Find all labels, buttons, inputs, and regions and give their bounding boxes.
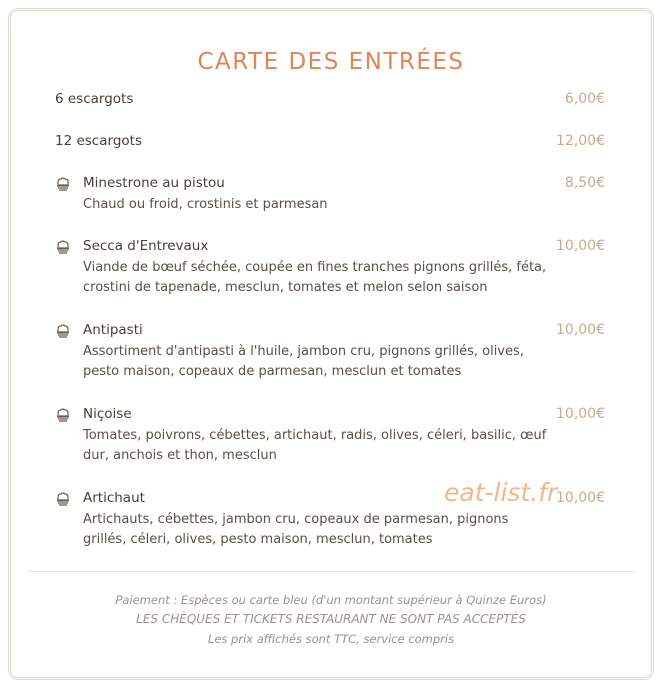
menu-item (55, 238, 605, 298)
menu-title: CARTE DES ENTRÉES (197, 49, 465, 76)
item-name: Antipasti (83, 322, 143, 338)
watermark: eat-list.fr (444, 478, 558, 507)
menu-item (55, 91, 605, 111)
chef-hat-icon (55, 323, 71, 339)
item-description (83, 426, 553, 466)
menu-item (55, 175, 605, 215)
menu-item (55, 322, 605, 382)
item-name: Secca d'Entrevaux (83, 238, 209, 254)
description-line: Viande de bœuf séchée, coupée en fines tranches pignons grillés, féta, (83, 260, 547, 275)
prices-note: Les prix affichés sont TTC, service compris (207, 632, 455, 646)
chef-hat-icon (55, 176, 71, 192)
item-description (83, 195, 553, 215)
item-name: Niçoise (83, 406, 132, 422)
divider (28, 571, 634, 572)
description-line: crostini de tapenade, mesclun, tomates et melon selon saison (83, 280, 488, 295)
description-line: Chaud ou froid, crostinis et parmesan (83, 197, 328, 212)
item-price: 10,00€ (556, 490, 605, 506)
item-price: 12,00€ (556, 133, 605, 149)
chef-hat-icon (55, 239, 71, 255)
description-line: Tomates, poivrons, cébettes, artichaut, radis, olives, céleri, basilic, œuf (83, 428, 547, 443)
item-name: Minestrone au pistou (83, 175, 225, 191)
item-description (83, 510, 553, 550)
item-price: 10,00€ (556, 238, 605, 254)
description-line: Artichauts, cébettes, jambon cru, copeaux de parmesan, pignons (83, 512, 509, 527)
menu-item (55, 406, 605, 466)
item-name: 6 escargots (55, 91, 134, 107)
item-price: 10,00€ (556, 322, 605, 338)
item-name: 12 escargots (55, 133, 142, 149)
item-description (83, 258, 553, 298)
item-price: 8,50€ (564, 175, 605, 191)
description-line: grillés, céleri, olives, pesto maison, mesclun, tomates (83, 532, 433, 547)
item-price: 6,00€ (564, 91, 605, 107)
description-line: pesto maison, copeaux de parmesan, mesclun et tomates (83, 364, 462, 379)
menu-item (55, 133, 605, 153)
chef-hat-icon (55, 407, 71, 423)
cheques-notice: LES CHÈQUES ET TICKETS RESTAURANT NE SONT PAS ACCEPTÉS (136, 612, 526, 626)
item-price: 10,00€ (556, 406, 605, 422)
description-line: Assortiment d'antipasti à l'huile, jambon cru, pignons grillés, olives, (83, 344, 524, 359)
item-name: Artichaut (83, 490, 145, 506)
chef-hat-icon (55, 491, 71, 507)
description-line: dur, anchois et thon, mesclun (83, 448, 277, 463)
item-description (83, 342, 553, 382)
payment-note: Paiement : Espèces ou carte bleu (d'un montant supérieur à Quinze Euros) (115, 593, 547, 607)
